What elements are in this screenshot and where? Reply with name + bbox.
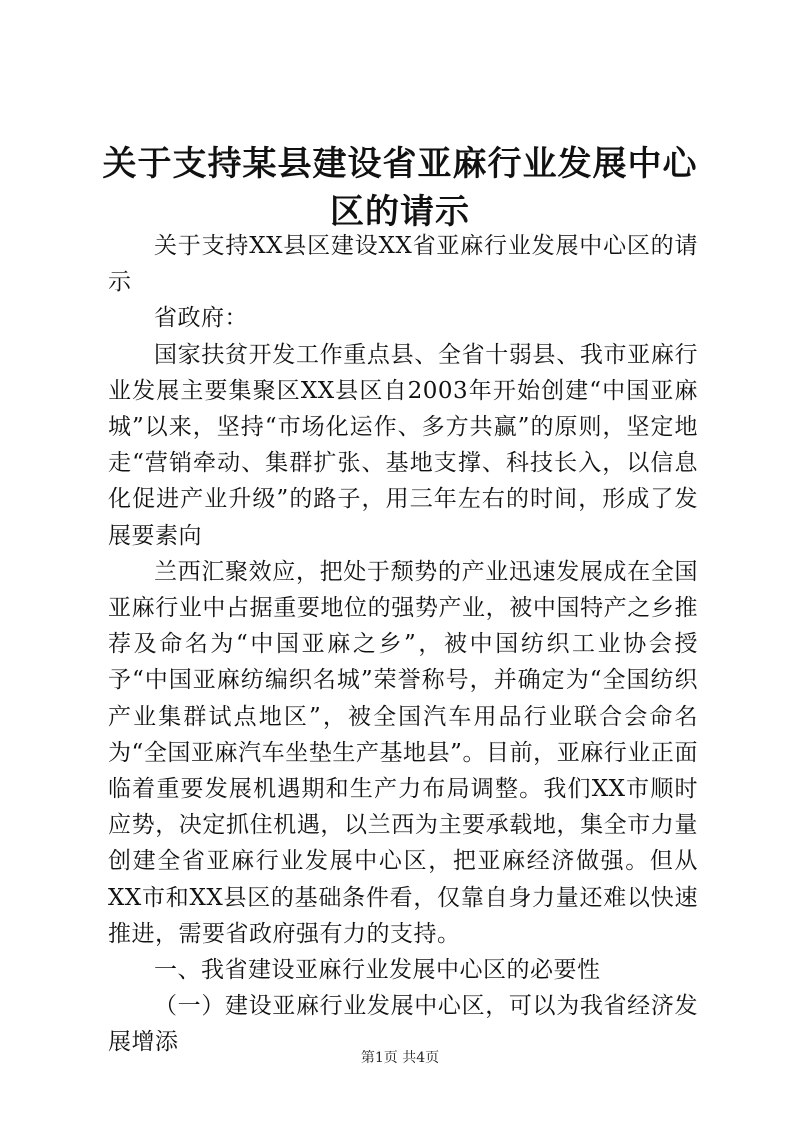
- subtitle-paragraph: 关于支持XX县区建设XX省亚麻行业发展中心区的请示: [108, 233, 698, 296]
- document-title: 关于支持某县建设省亚麻行业发展中心区的请示: [102, 144, 698, 232]
- page-footer: 第1页 共4页: [360, 1050, 440, 1066]
- document-body: [108, 228, 698, 1061]
- section-heading: 一、我省建设亚麻行业发展中心区的必要性: [154, 957, 601, 984]
- subsection-heading: （一）建设亚麻行业发展中心区，可以为我省经济发展增添: [108, 993, 698, 1056]
- body-paragraph: 兰西汇聚效应，把处于颓势的产业迅速发展成在全国亚麻行业中占据重要地位的强势产业，被中国特产之乡推荐及命名为“中国亚麻之乡”，被中国纺织工业协会授予“中国亚麻纺编织名城”荣誉称号，并确定为“全国纺织产业集群试点地区”，被全国汽车用品行业联合会命名为“全国亚麻汽车坐垫生产基地县”。目前，亚麻行业正面临着重要发展机遇期和生产力布局调整。我们XX市顺时应势，决定抓住机遇，以兰西为主要承载地，集全市力量创建全省亚麻行业发展中心区，把亚麻经济做强。但从XX市和XX县区的基础条件看，仅靠自身力量还难以快速推进，需要省政府强有力的支持。: [108, 558, 698, 947]
- body-paragraph: 国家扶贫开发工作重点县、全省十弱县、我市亚麻行业发展主要集聚区XX县区自2003年开始创建“中国亚麻城”以来，坚持“市场化运作、多方共赢”的原则，坚定地走“营销牵动、集群扩张、基地支撑、科技长入，以信息化促进产业升级”的路子，用三年左右的时间，形成了发展要素向: [108, 341, 698, 549]
- salutation-paragraph: 省政府：: [154, 305, 248, 332]
